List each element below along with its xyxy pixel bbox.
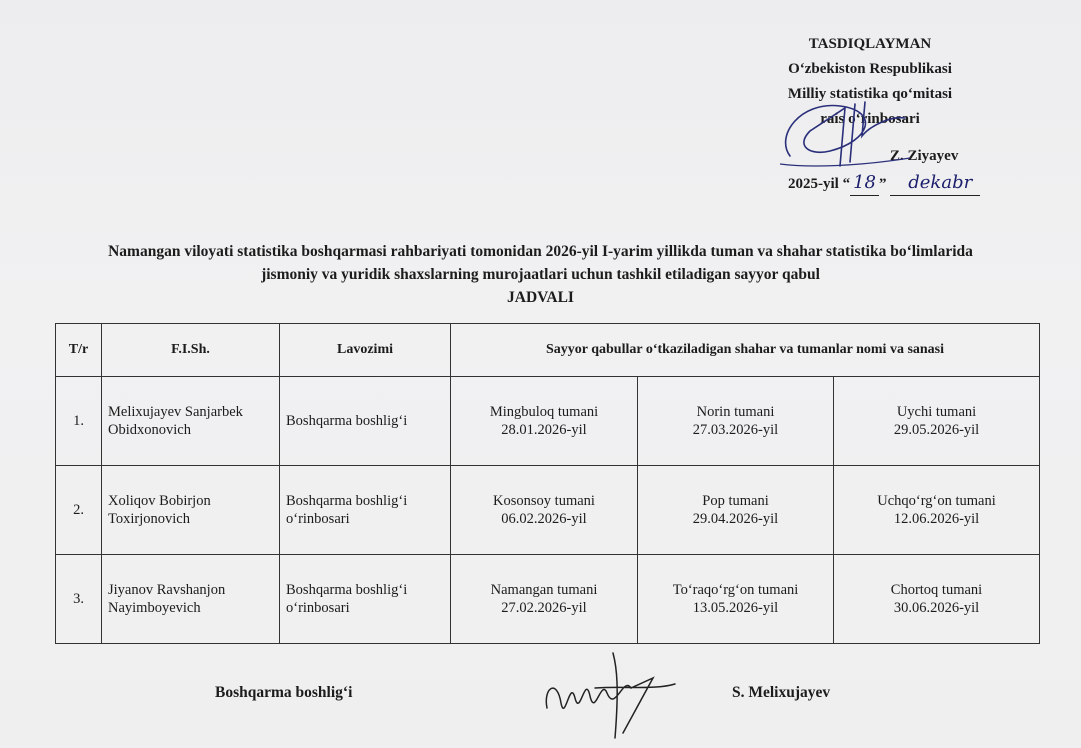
visit-date: 30.06.2026-yil bbox=[893, 600, 980, 616]
approval-org: O‘zbekiston Respublikasi bbox=[788, 61, 952, 77]
visit-place: Chortoq tumani bbox=[890, 582, 983, 598]
visit-date: 06.02.2026-yil bbox=[501, 511, 587, 527]
visit-place: Kosonsoy tumani bbox=[493, 493, 595, 509]
approval-date-year: 2025-yil “ bbox=[788, 176, 851, 192]
row-name: Melixujayev Sanjarbek Obidxonovich bbox=[102, 377, 280, 466]
row-number: 3. bbox=[56, 555, 102, 644]
approval-committee: Milliy statistika qo‘mitasi bbox=[787, 86, 953, 102]
approval-date-quote: ” bbox=[879, 176, 887, 192]
table-row bbox=[56, 466, 1040, 555]
visit-cell bbox=[638, 377, 834, 466]
visit-place: Norin tumani bbox=[696, 404, 775, 420]
table-row bbox=[56, 555, 1040, 644]
footer-position: Boshqarma boshlig‘i bbox=[215, 684, 353, 701]
visit-date: 29.05.2026-yil bbox=[893, 422, 980, 438]
title-line-2: jismoniy va yuridik shaxslarning murojaatlari uchun tashkil etiladigan sayyor qabul bbox=[261, 266, 820, 283]
row-name: Xoliqov Bobirjon Toxirjonovich bbox=[102, 466, 280, 555]
visit-cell bbox=[638, 466, 834, 555]
row-name: Jiyanov Ravshanjon Nayimboyevich bbox=[102, 555, 280, 644]
visit-date: 27.02.2026-yil bbox=[501, 600, 587, 616]
footer-head-name: S. Melixujayev bbox=[732, 684, 831, 701]
visit-place: Namangan tumani bbox=[490, 582, 598, 598]
header-position: Lavozimi bbox=[280, 324, 451, 377]
visit-cell bbox=[638, 555, 834, 644]
visit-place: Uychi tumani bbox=[896, 404, 977, 420]
visit-place: Pop tumani bbox=[702, 493, 769, 509]
visit-date: 12.06.2026-yil bbox=[893, 511, 980, 527]
visit-cell bbox=[451, 466, 638, 555]
table-header-row bbox=[56, 324, 1040, 377]
visit-place: Mingbuloq tumani bbox=[489, 404, 599, 420]
row-number: 1. bbox=[56, 377, 102, 466]
schedule-table bbox=[55, 323, 1040, 644]
title-line-1: Namangan viloyati statistika boshqarmasi rahbariyati tomonidan 2026-yil I-yarim yillikda tuman va shahar statistika bo‘limlarida bbox=[108, 243, 973, 260]
table-row bbox=[56, 377, 1040, 466]
approval-date-month: dekabr bbox=[890, 170, 980, 196]
head-signature bbox=[535, 648, 685, 743]
visit-date: 28.01.2026-yil bbox=[501, 422, 587, 438]
visit-date: 13.05.2026-yil bbox=[692, 600, 779, 616]
approval-heading: TASDIQLAYMAN bbox=[808, 36, 932, 52]
visit-cell bbox=[834, 466, 1040, 555]
header-name: F.I.Sh. bbox=[102, 324, 280, 377]
row-position: Boshqarma boshlig‘i o‘rinbosari bbox=[280, 466, 451, 555]
approver-signature bbox=[770, 96, 920, 176]
visit-date: 29.04.2026-yil bbox=[692, 511, 779, 527]
approval-date-day: 18 bbox=[850, 170, 879, 196]
visit-cell bbox=[834, 377, 1040, 466]
visit-date: 27.03.2026-yil bbox=[692, 422, 779, 438]
title-line-3: JADVALI bbox=[507, 289, 574, 306]
row-position: Boshqarma boshlig‘i o‘rinbosari bbox=[280, 555, 451, 644]
visit-cell bbox=[834, 555, 1040, 644]
approval-position: rais o‘rinbosari bbox=[820, 111, 920, 127]
row-number: 2. bbox=[56, 466, 102, 555]
row-position: Boshqarma boshlig‘i bbox=[280, 377, 451, 466]
approver-name: Z. Ziyayev bbox=[890, 148, 959, 164]
visit-cell bbox=[451, 555, 638, 644]
header-visits: Sayyor qabullar o‘tkaziladigan shahar va tumanlar nomi va sanasi bbox=[451, 324, 1040, 377]
visit-place: To‘raqo‘rg‘on tumani bbox=[672, 582, 799, 598]
visit-cell bbox=[451, 377, 638, 466]
header-number: T/r bbox=[56, 324, 102, 377]
document-title bbox=[30, 240, 1051, 309]
visit-place: Uchqo‘rg‘on tumani bbox=[877, 493, 996, 509]
